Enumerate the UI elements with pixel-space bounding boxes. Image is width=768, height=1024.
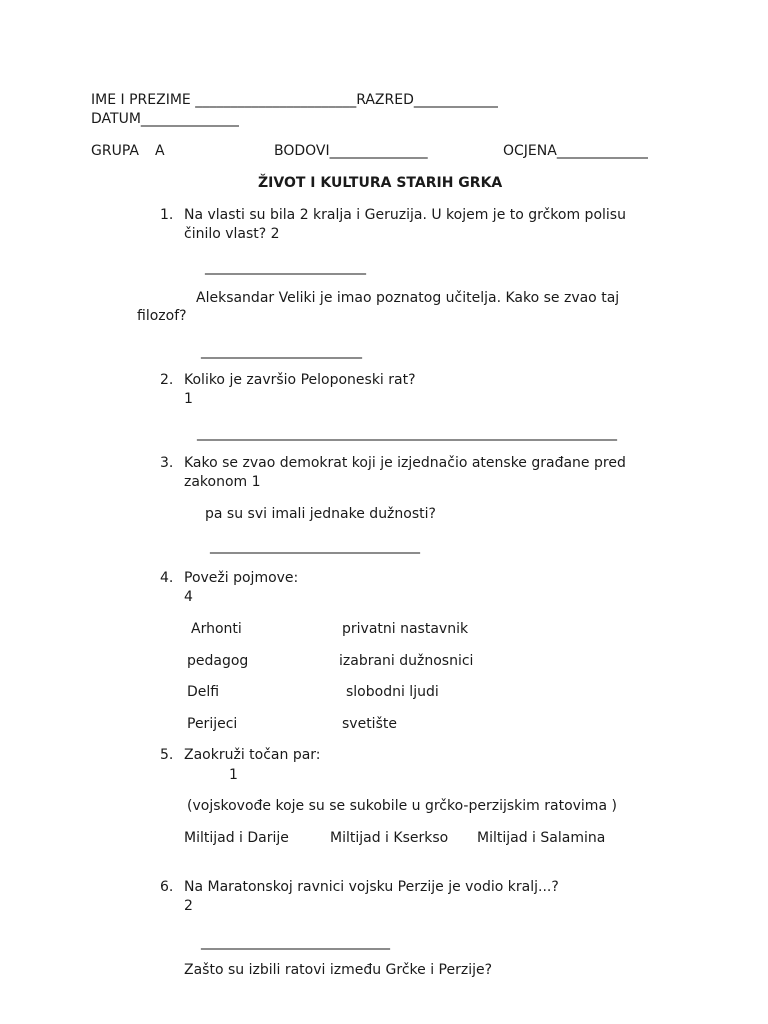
- q2-number: 2.: [160, 372, 174, 388]
- q3-text-line1: Kako se zvao demokrat koji je izjednačio atenske građane pred: [184, 455, 626, 471]
- q3-text-line3: pa su svi imali jednake dužnosti?: [205, 506, 436, 522]
- q4-left-term: Perijeci: [187, 716, 238, 732]
- q5-text: Zaokruži točan par:: [184, 747, 321, 763]
- q4-left-term: pedagog: [187, 653, 249, 669]
- page-title: ŽIVOT I KULTURA STARIH GRKA: [258, 175, 503, 191]
- q5-option: Miltijad i Darije: [184, 830, 289, 846]
- q4-number: 4.: [160, 570, 174, 586]
- grade-line: OCJENA_____________: [503, 143, 648, 159]
- q2-text: Koliko je završio Peloponeski rat?: [184, 372, 416, 388]
- q1-answer-line: _______________________: [205, 259, 366, 275]
- q6-number: 6.: [160, 879, 174, 895]
- q6-sub-question: Zašto su izbili ratovi između Grčke i Perzije?: [184, 962, 493, 978]
- q1-sub-answer-line: _______________________: [201, 343, 362, 359]
- group-label: GRUPA: [91, 143, 139, 159]
- name-class-line: IME I PREZIME _______________________RAZRED____________: [91, 92, 498, 108]
- q1-number: 1.: [160, 207, 174, 223]
- q1-text-line1: Na vlasti su bila 2 kralja i Geruzija. U kojem je to grčkom polisu: [184, 207, 626, 223]
- q2-answer-line: ____________________________________________________________: [197, 425, 617, 441]
- q4-text: Poveži pojmove:: [184, 570, 299, 586]
- q5-points: 1: [229, 767, 238, 783]
- q1-sub-question-line2: filozof?: [137, 308, 187, 324]
- q6-text: Na Maratonskoj ravnici vojsku Perzije je vodio kralj...?: [184, 879, 559, 895]
- q5-option: Miltijad i Salamina: [477, 830, 606, 846]
- points-line: BODOVI______________: [274, 143, 428, 159]
- q2-points: 1: [184, 391, 193, 407]
- q1-sub-question-line1: Aleksandar Veliki je imao poznatog učitelja. Kako se zvao taj: [196, 290, 620, 306]
- q3-number: 3.: [160, 455, 174, 471]
- q4-right-term: izabrani dužnosnici: [339, 653, 474, 669]
- q6-points: 2: [184, 898, 193, 914]
- q5-number: 5.: [160, 747, 174, 763]
- q1-text-line2: činilo vlast? 2: [184, 226, 280, 242]
- group-value: A: [155, 143, 165, 159]
- q6-answer-line: ___________________________: [201, 934, 390, 950]
- q4-right-term: svetište: [342, 716, 397, 732]
- q4-right-term: privatni nastavnik: [342, 621, 469, 637]
- date-line: DATUM______________: [91, 111, 239, 127]
- q3-text-line2: zakonom 1: [184, 474, 261, 490]
- q4-left-term: Arhonti: [191, 621, 242, 637]
- q3-answer-line: ______________________________: [210, 538, 420, 554]
- q4-points: 4: [184, 589, 193, 605]
- q4-right-term: slobodni ljudi: [346, 684, 439, 700]
- q5-option: Miltijad i Kserkso: [330, 830, 449, 846]
- q4-left-term: Delfi: [187, 684, 220, 700]
- q5-hint: (vojskovođe koje su se sukobile u grčko-perzijskim ratovima ): [187, 798, 617, 814]
